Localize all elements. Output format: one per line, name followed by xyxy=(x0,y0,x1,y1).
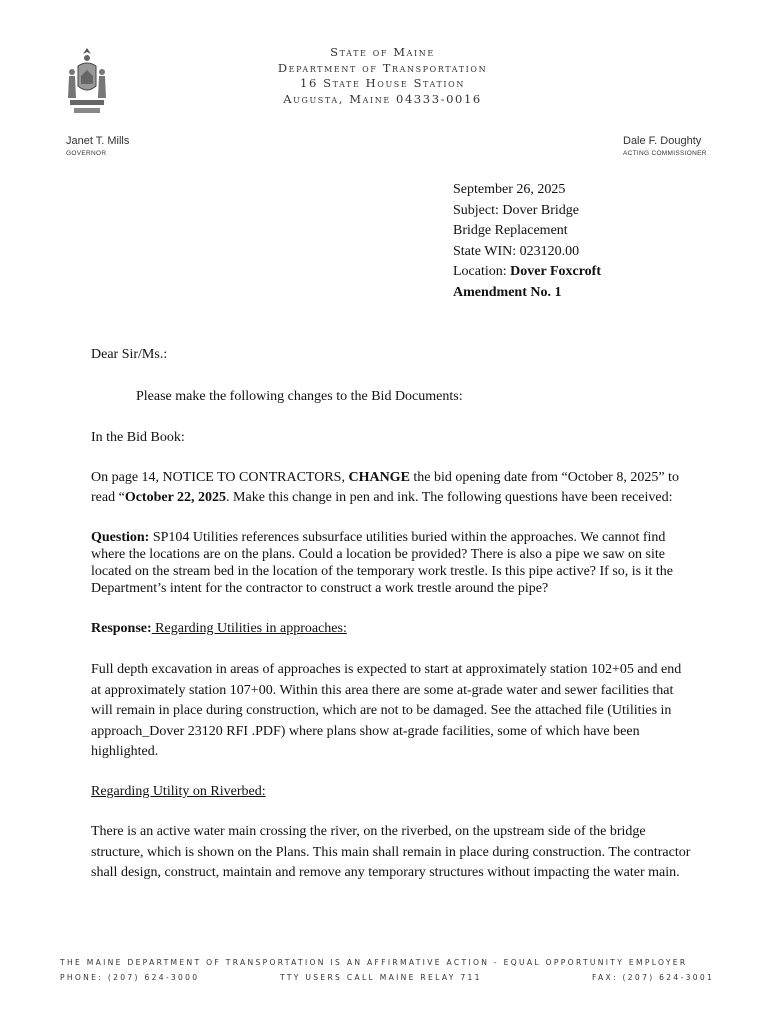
governor-title: GOVERNOR xyxy=(66,150,107,157)
notice-change: CHANGE xyxy=(348,469,410,485)
amendment-number: Amendment No. 1 xyxy=(453,284,562,300)
letter-subject: Subject: Dover Bridge xyxy=(453,202,579,218)
commissioner-name: Dale F. Doughty xyxy=(623,135,702,147)
letter-location xyxy=(453,262,601,283)
commissioner-block xyxy=(623,135,707,157)
notice-paragraph xyxy=(91,468,691,509)
location-label: Location: xyxy=(453,264,511,280)
notice-date: October 22, 2025 xyxy=(124,490,227,505)
approaches-paragraph: Full depth excavation in areas of approaches is expected to start at approximately station 102+05 and end at approximately station 107+00. Within this area there are some at-grade water and sewer facilities that will remain in place during construction, which are not to be damaged. See the attached file (Utilities in approach_Dover 23120 RFI .PDF) where plans show at-grade facilities, some of which have been highlighted. xyxy=(91,662,682,760)
question-paragraph xyxy=(91,529,691,598)
maine-state-seal-icon xyxy=(64,46,110,118)
letter-amendment xyxy=(453,283,601,304)
response-subheading: Regarding Utilities in approaches: xyxy=(151,620,347,636)
notice-text-2: the bid opening date from “October 8, 2025” to read “ xyxy=(91,469,679,505)
location-value: Dover Foxcroft xyxy=(510,264,601,280)
response-label: Response: xyxy=(91,620,152,636)
footer-phone: PHONE: (207) 624-3000 xyxy=(60,973,200,982)
question-text: SP104 Utilities references subsurface utilities buried within the approaches. We cannot find where the locations are on the plans. Could a location be provided? There is also a pipe we saw on site located on the stream bed in the location of the temporary work trestle. Is this pipe active? If so, is it the Department’s intent for the contractor to construct a work trestle around the pipe? xyxy=(91,529,673,597)
intro-paragraph: Please make the following changes to the Bid Documents: xyxy=(136,388,463,404)
letterhead-city: Augusta, Maine 04333-0016 xyxy=(283,91,482,106)
notice-text-3: . Make this change in pen and ink. The following questions have been received: xyxy=(226,490,673,505)
footer-contact-row xyxy=(60,970,715,985)
footer xyxy=(60,955,715,985)
question-label: Question: xyxy=(91,529,150,545)
governor-block xyxy=(66,135,129,157)
footer-fax: FAX: (207) 624-3001 xyxy=(592,973,715,982)
letterhead-department: Department of Transportation xyxy=(277,60,488,75)
letterhead xyxy=(240,45,525,107)
letter-date: September 26, 2025 xyxy=(453,182,566,197)
response-heading xyxy=(91,619,691,640)
letterhead-station: 16 State House Station xyxy=(300,76,465,90)
bid-book-heading: In the Bid Book: xyxy=(91,430,185,445)
notice-text-1: On page 14, NOTICE TO CONTRACTORS, xyxy=(91,469,349,485)
riverbed-paragraph: There is an active water main crossing the river, on the riverbed, on the upstream side of the bridge structure, which is shown on the Plans. This main shall remain in place during construction. The contractor shall design, construct, maintain and remove any temporary structures without impacting the water main. xyxy=(91,824,691,881)
letter-win: State WIN: 023120.00 xyxy=(453,243,580,259)
footer-tty: TTY USERS CALL MAINE RELAY 711 xyxy=(280,973,482,982)
riverbed-heading: Regarding Utility on Riverbed: xyxy=(91,783,266,799)
governor-name: Janet T. Mills xyxy=(66,135,130,147)
commissioner-title: ACTING COMMISSIONER xyxy=(623,150,707,157)
letterhead-state: State of Maine xyxy=(330,45,435,59)
letter-body xyxy=(91,345,691,903)
letter-project: Bridge Replacement xyxy=(453,223,568,239)
footer-eeo-line: THE MAINE DEPARTMENT OF TRANSPORTATION IS AN AFFIRMATIVE ACTION - EQUAL OPPORTUNITY EMPLOYER xyxy=(60,958,688,967)
letter-meta xyxy=(453,180,601,304)
salutation: Dear Sir/Ms.: xyxy=(91,347,168,362)
